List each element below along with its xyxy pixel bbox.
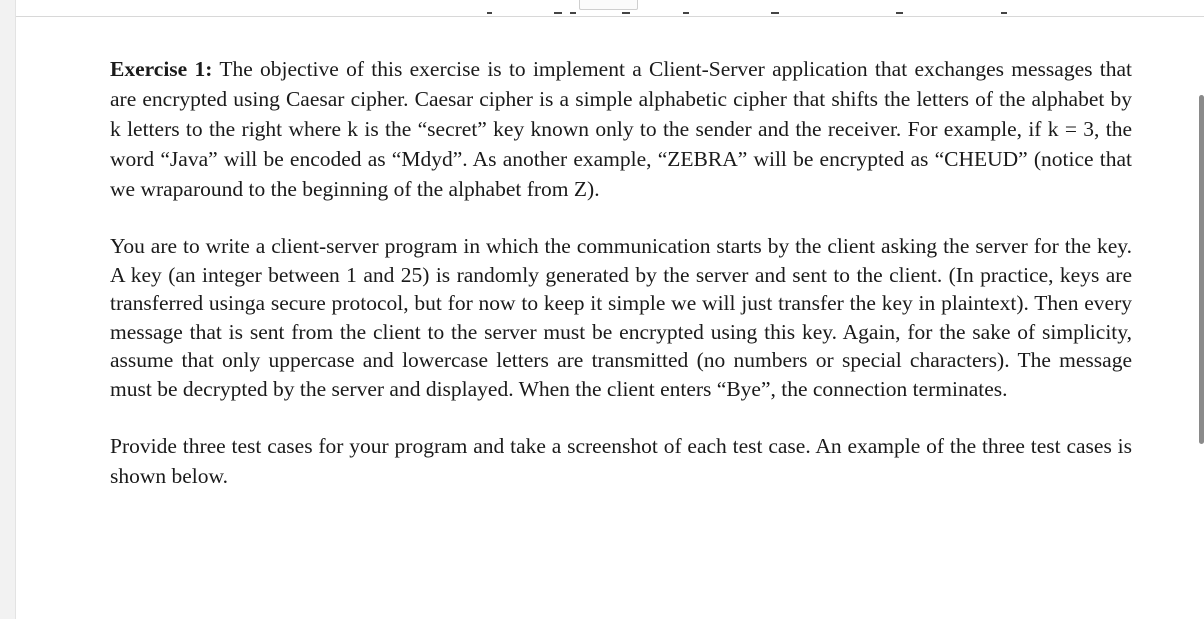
exercise-paragraph-3: Provide three test cases for your program and take a screenshot of each test case. An example of the three test cases is shown below. xyxy=(110,434,1132,488)
cut-off-text-fragment xyxy=(487,12,492,14)
document-page xyxy=(110,54,1132,491)
exercise-paragraph-1-text: The objective of this exercise is to implement a Client-Server application that exchanges messages that are encrypted using Caesar cipher. Caesar cipher is a simple alphabetic cipher that shifts the letters of the alphabet by k letters to the right where k is the “secret” key known only to the sender and the receiver. For example, if k = 3, the word “Java” will be encoded as “Mdyd”. As another example, “ZEBRA” will be encrypted as “CHEUD” (notice that we wraparound to the beginning of the alphabet from Z). xyxy=(110,57,1132,201)
cut-off-text-fragment xyxy=(896,12,903,14)
vertical-scrollbar[interactable] xyxy=(1199,95,1204,444)
exercise-paragraph-2: You are to write a client-server program in which the communication starts by the client asking the server for the key. A key (an integer between 1 and 25) is randomly generated by the server and sent to the client. (In practice, keys are transferred usinga secure protocol, but for now to keep it simple we will just transfer the key in plaintext). Then every message that is sent from the client to the server must be encrypted using this key. Again, for the sake of simplicity, assume that only uppercase and lowercase letters are transmitted (no numbers or special characters). The message must be decrypted by the server and displayed. When the client enters “Bye”, the connection terminates. xyxy=(110,234,1132,401)
exercise-heading: Exercise 1: xyxy=(110,57,213,81)
cut-off-text-fragment xyxy=(622,12,630,14)
cut-off-text-fragment xyxy=(554,12,562,14)
cut-off-text-fragment xyxy=(771,12,779,14)
page-tab xyxy=(579,0,638,10)
left-margin xyxy=(0,0,16,619)
cut-off-text-fragment xyxy=(683,12,689,14)
cut-off-text-fragment xyxy=(570,12,576,14)
cut-off-text-fragment xyxy=(1001,12,1007,14)
top-cut-off-line xyxy=(16,0,1204,17)
exercise-paragraph-1 xyxy=(110,54,1132,204)
